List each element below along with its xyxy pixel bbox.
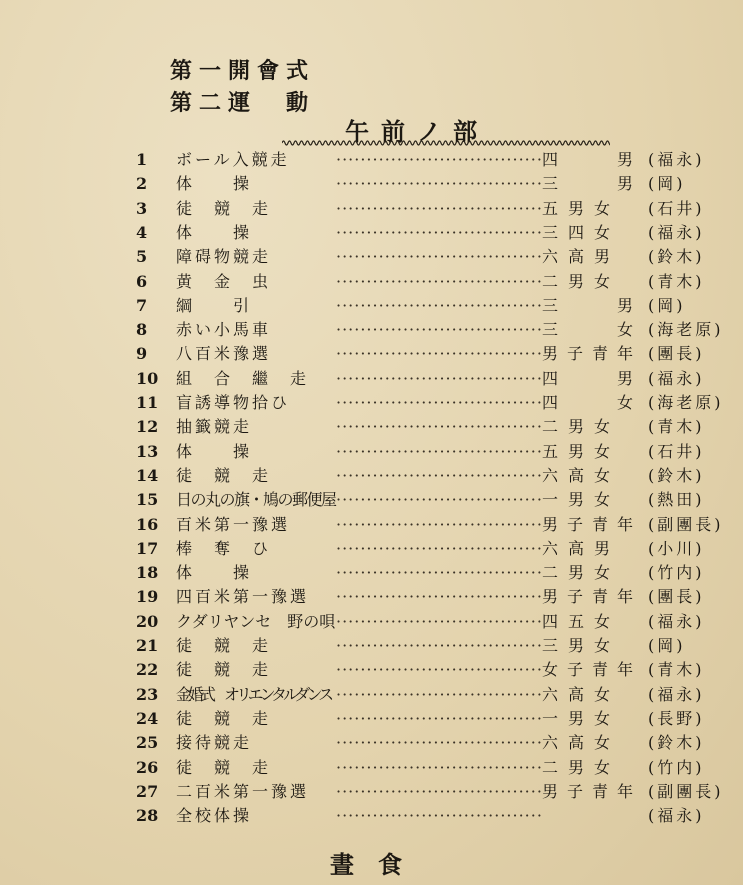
program-event: [176, 171, 336, 196]
leader-dots: [336, 755, 542, 780]
program-number: 15: [136, 490, 159, 510]
program-teacher: (海老原): [648, 320, 724, 340]
leader-dots: [336, 487, 542, 512]
program-row: [0, 220, 743, 245]
program-row: [0, 560, 743, 585]
program-teacher: (岡): [648, 174, 686, 194]
program-event: [176, 341, 336, 366]
program-row: [0, 293, 743, 318]
program-teacher: (福永): [648, 222, 705, 242]
footer-label: 晝 食: [330, 851, 402, 879]
program-number: 16: [136, 514, 159, 534]
program-event-text: 徒 競 走: [176, 708, 272, 728]
leader-dots: [336, 244, 542, 269]
program-grade: 男子青年: [542, 781, 643, 801]
program-event: [176, 463, 336, 488]
leader-dots: [336, 293, 542, 318]
program-number: 17: [136, 538, 159, 558]
program-grade: 五男女: [542, 198, 621, 218]
program-event-text: 体 操: [176, 222, 253, 242]
program-event-text: 徒 競 走: [176, 198, 272, 218]
leader-dots: [336, 390, 542, 415]
leader-dots: [336, 147, 542, 172]
program-row: [0, 584, 743, 609]
program-event: [176, 487, 336, 512]
program-teacher: (熱田): [648, 490, 705, 510]
program-event: [176, 609, 336, 634]
morning-section-title: 午前ノ部: [345, 118, 489, 146]
lunch-footer: [330, 845, 530, 880]
leader-dots: [336, 512, 542, 537]
program-teacher: (福永): [648, 611, 705, 631]
program-teacher: (石井): [648, 198, 705, 218]
program-event: [176, 730, 336, 755]
program-number: 21: [136, 636, 159, 655]
program-teacher: (竹内): [648, 757, 705, 777]
program-number: 8: [136, 320, 148, 340]
program-grade: 二男女: [542, 417, 621, 437]
program-grade: 四 女: [542, 393, 643, 412]
program-grade: 六高男: [542, 538, 621, 558]
program-teacher: (副團長): [648, 781, 724, 801]
program-event: [176, 657, 336, 682]
leader-dots: [336, 171, 542, 196]
program-event-text: 赤い小馬車: [176, 320, 272, 340]
leader-dots: [336, 779, 542, 804]
program-teacher: (竹内): [648, 563, 705, 583]
leader-dots: [336, 657, 542, 682]
program-number: 7: [136, 295, 148, 315]
opening-ceremony-heading: 第一開會式: [170, 59, 316, 84]
program-event-text: 障碍物競走: [176, 247, 272, 267]
program-event-text: 抽籤競走: [176, 417, 253, 437]
program-row: [0, 463, 743, 488]
program-event-text: 棒 奪 ひ: [176, 538, 272, 558]
program-row: [0, 414, 743, 439]
program-teacher: (團長): [648, 344, 705, 364]
program-grade: 四五女: [542, 611, 621, 631]
program-row: [0, 439, 743, 464]
program-grade: 二男女: [542, 563, 621, 583]
program-row: [0, 609, 743, 634]
program-grade: 男子青年: [542, 587, 643, 607]
program-number: 25: [136, 733, 159, 753]
program-event: [176, 293, 336, 318]
program-grade: 四 男: [542, 368, 643, 388]
program-grade: 三 男: [542, 174, 643, 194]
program-event: [176, 706, 336, 731]
program-number: 13: [136, 441, 159, 461]
program-grade: 男子青年: [542, 344, 643, 364]
program-number: 23: [136, 684, 159, 704]
program-grade: 三四女: [542, 222, 621, 242]
program-teacher: (副團長): [648, 514, 724, 534]
program-row: [0, 487, 743, 512]
program-event-text: 体 操: [176, 563, 253, 583]
program-number: 10: [136, 368, 159, 388]
program-event: [176, 536, 336, 561]
program-row: [0, 244, 743, 269]
program-teacher: (鈴木): [648, 247, 705, 267]
program-row: [0, 633, 743, 658]
program-grade: 女子青年: [542, 660, 643, 680]
program-teacher: (青木): [648, 417, 705, 437]
program-row: [0, 682, 743, 707]
program-row: [0, 171, 743, 196]
program-grade: 三 男: [542, 295, 643, 315]
program-event-text: 四百米第一豫選: [176, 587, 310, 607]
leader-dots: [336, 341, 542, 366]
program-event: [176, 584, 336, 609]
program-event-text: 接待競走: [176, 733, 253, 753]
program-event: [176, 803, 336, 828]
program-event: [176, 366, 336, 391]
program-teacher: (鈴木): [648, 465, 705, 485]
program-number: 28: [136, 806, 159, 826]
program-number: 22: [136, 660, 159, 680]
program-row: [0, 341, 743, 366]
leader-dots: [336, 730, 542, 755]
program-teacher: (長野): [648, 708, 705, 728]
leader-dots: [336, 536, 542, 561]
leader-dots: [336, 269, 542, 294]
program-teacher: (青木): [648, 660, 705, 680]
program-event: [176, 755, 336, 780]
program-teacher: (岡): [648, 636, 686, 655]
program-row: [0, 196, 743, 221]
leader-dots: [336, 366, 542, 391]
program-row: [0, 512, 743, 537]
leader-dots: [336, 196, 542, 221]
program-teacher: (鈴木): [648, 733, 705, 753]
program-event: [176, 512, 336, 537]
program-row: [0, 803, 743, 828]
program-number: 14: [136, 465, 159, 485]
program-event: [176, 633, 336, 658]
program-event: [176, 779, 336, 804]
program-event-text: 体 操: [176, 441, 253, 461]
program-event: [176, 269, 336, 294]
program-number: 2: [136, 174, 148, 194]
program-event-text: 金婚式 オリエンタルダンス: [176, 684, 331, 704]
leader-dots: [336, 584, 542, 609]
program-event-text: 体 操: [176, 174, 253, 194]
program-number: 26: [136, 757, 159, 777]
program-teacher: (福永): [648, 368, 705, 388]
program-grade: 四 男: [542, 150, 643, 169]
program-teacher: (團長): [648, 587, 705, 607]
leader-dots: [336, 706, 542, 731]
program-teacher: (福永): [648, 806, 705, 826]
program-event-text: 徒 競 走: [176, 660, 272, 680]
program-row: [0, 390, 743, 415]
program-event-text: 組 合 繼 走: [176, 368, 310, 388]
leader-dots: [336, 682, 542, 707]
program-event: [176, 244, 336, 269]
program-number: 19: [136, 587, 159, 607]
program-teacher: (青木): [648, 271, 705, 291]
program-grade: 六高女: [542, 733, 621, 753]
program-event: [176, 682, 336, 707]
program-grade: 男子青年: [542, 514, 643, 534]
program-teacher: (小川): [648, 538, 705, 558]
program-event-text: 百米第一豫選: [176, 514, 291, 534]
program-number: 24: [136, 708, 159, 728]
program-event-text: 日の丸の旗・鳩の郵便屋: [176, 490, 336, 510]
sports-heading: 第二運 動: [170, 91, 316, 116]
leader-dots: [336, 317, 542, 342]
program-event: [176, 220, 336, 245]
program-event-text: ボール入競走: [176, 150, 290, 169]
program-teacher: (福永): [648, 150, 705, 169]
leader-dots: [336, 633, 542, 658]
program-event: [176, 317, 336, 342]
program-number: 27: [136, 781, 159, 801]
program-event: [176, 560, 336, 585]
program-row: [0, 730, 743, 755]
program-event-text: 八百米豫選: [176, 344, 272, 364]
program-number: 11: [136, 393, 159, 412]
program-row: [0, 147, 743, 172]
program-number: 18: [136, 563, 159, 583]
program-event: [176, 439, 336, 464]
program-teacher: (海老原): [648, 393, 724, 412]
program-number: 20: [136, 611, 159, 631]
program-grade: 六高男: [542, 247, 621, 267]
program-grade: 五男女: [542, 441, 621, 461]
leader-dots: [336, 463, 542, 488]
program-grade: 二男女: [542, 271, 621, 291]
program-event-text: 徒 競 走: [176, 636, 272, 655]
program-grade: 六高女: [542, 465, 621, 485]
program-number: 12: [136, 417, 159, 437]
program-teacher: (石井): [648, 441, 705, 461]
program-event-text: 綱 引: [176, 295, 253, 315]
program-number: 1: [136, 150, 148, 169]
program-event: [176, 390, 336, 415]
program-grade: 三 女: [542, 320, 643, 340]
program-event: [176, 147, 336, 172]
program-event-text: クダリヤンセ 野の唄: [176, 611, 336, 631]
program-row: [0, 536, 743, 561]
program-grade: 二男女: [542, 757, 621, 777]
program-number: 9: [136, 344, 148, 364]
program-number: 5: [136, 247, 148, 267]
program-event: [176, 414, 336, 439]
program-teacher: (岡): [648, 295, 686, 315]
program-grade: 三男女: [542, 636, 621, 655]
program-grade: 六高女: [542, 684, 621, 704]
program-grade: 一男女: [542, 490, 621, 510]
program-row: [0, 779, 743, 804]
program-row: [0, 317, 743, 342]
program-number: 3: [136, 198, 148, 218]
program-number: 4: [136, 222, 148, 242]
leader-dots: [336, 220, 542, 245]
program-event-text: 二百米第一豫選: [176, 781, 310, 801]
program-event-text: 徒 競 走: [176, 465, 272, 485]
program-event-text: 徒 競 走: [176, 757, 272, 777]
program-event: [176, 196, 336, 221]
program-number: 6: [136, 271, 148, 291]
program-teacher: (福永): [648, 684, 705, 704]
leader-dots: [336, 414, 542, 439]
program-row: [0, 755, 743, 780]
program-row: [0, 269, 743, 294]
program-grade: 一男女: [542, 708, 621, 728]
program-event-text: 盲誘導物拾ひ: [176, 393, 291, 412]
program-row: [0, 706, 743, 731]
leader-dots: [336, 803, 542, 828]
leader-dots: [336, 439, 542, 464]
program-event-text: 全校体操: [176, 806, 253, 826]
program-row: [0, 366, 743, 391]
program-row: [0, 657, 743, 682]
leader-dots: [336, 560, 542, 585]
leader-dots: [336, 609, 542, 634]
program-event-text: 黄 金 虫: [176, 271, 272, 291]
